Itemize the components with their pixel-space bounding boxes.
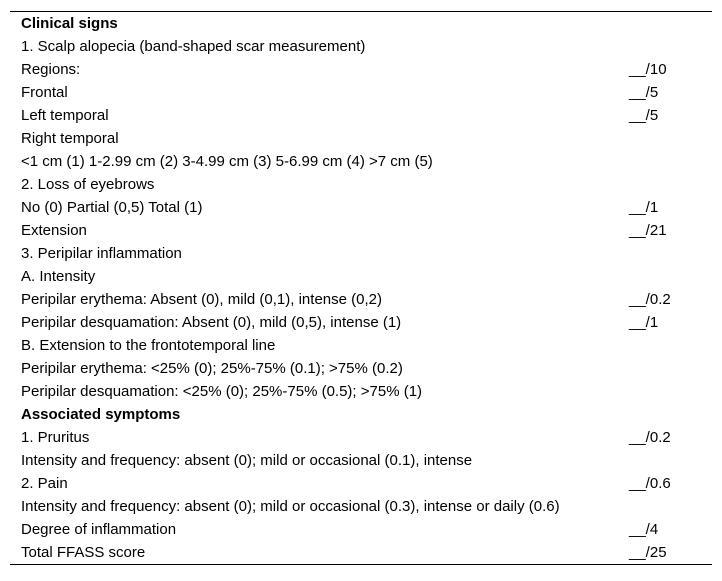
row-label: Intensity and frequency: absent (0); mild or occasional (0.3), intense or daily (0.6) [21, 498, 560, 515]
row-label: Extension [21, 222, 87, 239]
row-label: No (0) Partial (0,5) Total (1) [21, 199, 203, 216]
row-score: __/5 [629, 107, 659, 124]
table-row [10, 380, 712, 403]
table-row [10, 58, 712, 81]
row-label: Clinical signs [21, 15, 118, 32]
row-label: B. Extension to the frontotemporal line [21, 337, 276, 354]
row-score [629, 35, 712, 58]
row-label: Degree of inflammation [21, 521, 177, 538]
row-label: Frontal [21, 84, 68, 101]
row-score [629, 495, 712, 518]
row-label: Total FFASS score [21, 544, 146, 561]
table-row [10, 242, 712, 265]
row-label: 1. Scalp alopecia (band-shaped scar measurement) [21, 38, 366, 55]
ffass-table-body [10, 12, 712, 564]
table-row [10, 403, 712, 426]
row-score [629, 380, 712, 403]
row-score [629, 265, 712, 288]
row-score [629, 242, 712, 265]
row-score: __/0.6 [629, 475, 671, 492]
row-score [629, 357, 712, 380]
row-score: __/5 [629, 84, 659, 101]
row-label: Left temporal [21, 107, 109, 124]
table-row [10, 150, 712, 173]
table-row [10, 35, 712, 58]
row-score [629, 403, 712, 426]
table-row [10, 196, 712, 219]
table-row [10, 334, 712, 357]
row-label: Peripilar erythema: <25% (0); 25%-75% (0.1); >75% (0.2) [21, 360, 403, 377]
table-row [10, 127, 712, 150]
table-row [10, 81, 712, 104]
table-row [10, 449, 712, 472]
row-label: 2. Loss of eyebrows [21, 176, 155, 193]
row-label: 3. Peripilar inflammation [21, 245, 182, 262]
row-score [629, 150, 712, 173]
row-label: Peripilar desquamation: Absent (0), mild (0,5), intense (1) [21, 314, 402, 331]
table-row [10, 518, 712, 541]
row-score [629, 173, 712, 196]
ffass-table [10, 12, 712, 564]
row-label: Associated symptoms [21, 406, 181, 423]
ffass-table-container [10, 11, 712, 565]
table-row [10, 495, 712, 518]
row-score: __/21 [629, 222, 667, 239]
row-label: A. Intensity [21, 268, 96, 285]
row-score: __/10 [629, 61, 667, 78]
row-score: __/1 [629, 314, 659, 331]
row-score [629, 449, 712, 472]
table-row [10, 104, 712, 127]
table-row [10, 472, 712, 495]
row-score: __/0.2 [629, 291, 671, 308]
table-row [10, 541, 712, 564]
row-score: __/25 [629, 544, 667, 561]
row-label: 2. Pain [21, 475, 68, 492]
table-row [10, 357, 712, 380]
row-score [629, 12, 712, 35]
table-row [10, 12, 712, 35]
table-row [10, 426, 712, 449]
row-label: Intensity and frequency: absent (0); mild or occasional (0.1), intense [21, 452, 473, 469]
row-label: 1. Pruritus [21, 429, 90, 446]
row-label: Peripilar erythema: Absent (0), mild (0,1), intense (0,2) [21, 291, 382, 308]
row-score: __/1 [629, 199, 659, 216]
row-label: <1 cm (1) 1-2.99 cm (2) 3-4.99 cm (3) 5-6.99 cm (4) >7 cm (5) [21, 153, 433, 170]
row-label: Peripilar desquamation: <25% (0); 25%-75% (0.5); >75% (1) [21, 383, 423, 400]
row-score: __/0.2 [629, 429, 671, 446]
row-label: Regions: [21, 61, 81, 78]
row-label: Right temporal [21, 130, 119, 147]
table-row [10, 173, 712, 196]
row-score [629, 127, 712, 150]
table-row [10, 219, 712, 242]
row-score [629, 334, 712, 357]
table-row [10, 311, 712, 334]
table-row [10, 265, 712, 288]
table-row [10, 288, 712, 311]
row-score: __/4 [629, 521, 659, 538]
